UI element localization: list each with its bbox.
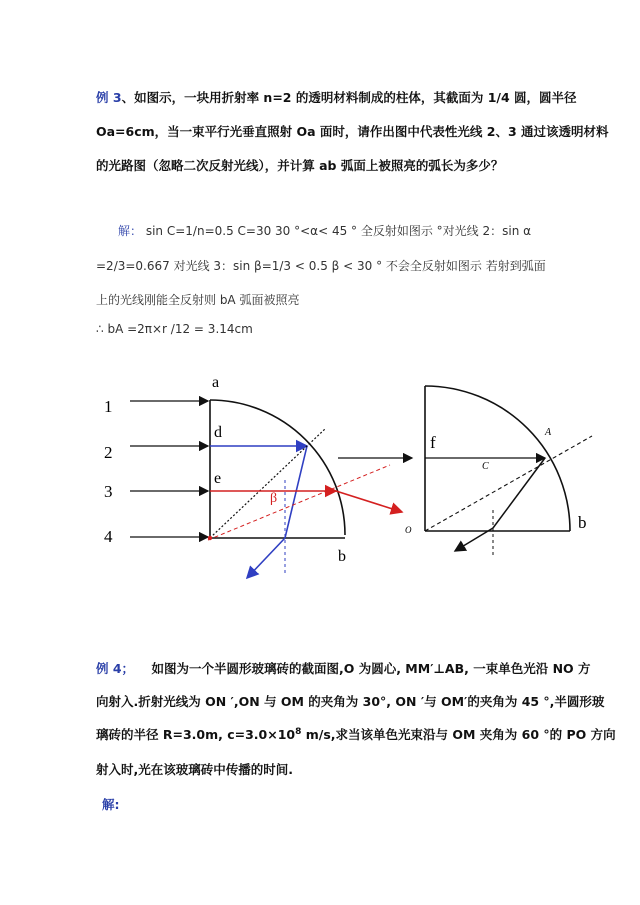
example3-label: 例 3 (96, 90, 122, 105)
example4-label: 例 4； (96, 661, 135, 676)
center-point-left (208, 536, 212, 540)
ray-2-label: 2 (104, 443, 113, 462)
point-a-label: a (212, 374, 220, 391)
example4-answer-label: 解: (102, 797, 120, 812)
point-e-label: e (214, 470, 222, 487)
point-d-label: d (214, 424, 222, 441)
ray-3-path (210, 491, 402, 512)
point-b-right-label: b (578, 513, 587, 532)
example4-line2: 向射入.折射光线为 ON ′,ON 与 OM 的夹角为 30°, ON ′与 OM′的夹角为 45 °,半圆形玻 (96, 694, 605, 709)
solution3-line1 (118, 222, 531, 239)
example3-text1: 、如图示，一块用折射率 n=2 的透明材料制成的柱体，其截面为 1/4 圆，圆半径 (121, 90, 577, 105)
quarter-circle-left (210, 400, 345, 538)
example4-line1 (96, 659, 591, 677)
solution3-line2: =2/3=0.667 对光线 3：sin β=1/3 < 0.5 β < 30 ° 不会全反射如图示 若射到弧面 (96, 259, 546, 273)
example4-text3b: m/s,求当该单色光束沿与 OM 夹角为 60 °的 PO 方向 (301, 727, 616, 742)
example3-line1 (96, 88, 577, 106)
optics-figure (0, 370, 640, 610)
example4-text3a: 璃砖的半径 R=3.0m, c=3.0×10 (96, 727, 296, 742)
solution3-text1: sin C=1/n=0.5 C=30 30 °<α< 45 ° 全反射如图示 °对光线 2：sin α (145, 224, 532, 238)
example3-line3: 的光路图（忽略二次反射光线），并计算 ab 弧面上被照亮的弧长为多少？ (96, 158, 504, 173)
point-f-label: f (430, 433, 436, 452)
ray-3-label: 3 (104, 482, 113, 501)
point-C-label: C (482, 461, 489, 472)
example4-line4: 射入时,光在该玻璃砖中传播的时间. (96, 762, 293, 777)
ray-2-path (210, 446, 307, 578)
example4-text1: 如图为一个半圆形玻璃砖的截面图,O 为圆心, MM′⊥AB, 一束单色光沿 NO 方 (151, 661, 591, 676)
point-O-label: O (405, 525, 412, 535)
beta-label: β (270, 491, 278, 506)
point-b-label: b (338, 548, 346, 565)
example3-line2: Oa=6cm，当一束平行光垂直照射 Oa 面时，请作出图中代表性光线 2、3 通过该透明材料 (96, 124, 609, 139)
normal-line-ray2 (210, 428, 326, 538)
solution3-result: ∴ bA =2π×r /12 = 3.14cm (96, 322, 253, 336)
point-A-label: A (545, 427, 552, 438)
ray-4-label: 4 (104, 527, 113, 546)
incident-rays (130, 401, 208, 537)
example4-exponent: 8 (295, 726, 302, 737)
ray-1-label: 1 (104, 397, 113, 416)
example4-line3 (96, 725, 616, 743)
solution3-line3: 上的光线刚能全反射则 bA 弧面被照亮 (96, 293, 300, 307)
normal-line-right (425, 436, 592, 531)
solution3-label: 解： (118, 224, 143, 238)
